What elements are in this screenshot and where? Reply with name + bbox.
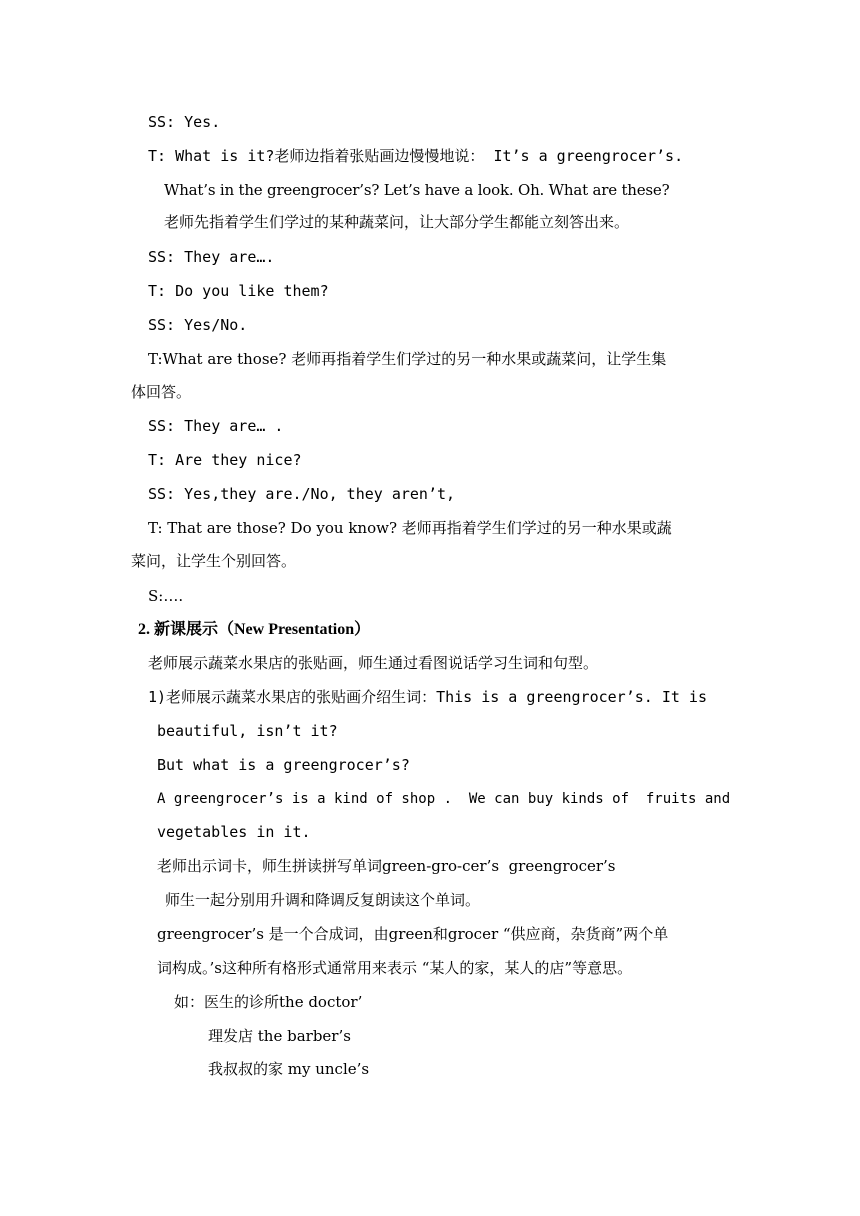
instruction-line: 老师先指着学生们学过的某种蔬菜问，让大部分学生都能立刻答出来。: [164, 213, 630, 231]
example-line: 我叔叔的家 my uncle’s: [208, 1060, 370, 1078]
paragraph-line: A greengrocer’s is a kind of shop . We can buy kinds of fruits and: [157, 791, 731, 807]
section-heading: 2. 新课展示（New Presentation）: [138, 621, 371, 638]
paragraph-line: vegetables in it.: [157, 823, 311, 841]
paragraph-line: 词构成。’s这种所有格形式通常用来表示 “某人的家，某人的店”等意思。: [157, 959, 633, 977]
instruction-line: 体回答。: [131, 383, 192, 401]
paragraph-line: 老师展示蔬菜水果店的张贴画，师生通过看图说话学习生词和句型。: [148, 654, 599, 672]
example-line: 理发店 the barber’s: [208, 1027, 351, 1045]
paragraph-line: 老师出示词卡，师生拼读拼写单词green-gro-cer’s greengrocer’s: [157, 857, 616, 875]
dialogue-line: S:….: [148, 587, 184, 605]
paragraph-line: beautiful, isn’t it?: [157, 722, 338, 740]
dialogue-line: SS: They are… .: [148, 417, 284, 435]
dialogue-line: T: Do you like them?: [148, 282, 329, 300]
instruction-line: 菜问，让学生个别回答。: [131, 552, 297, 570]
dialogue-line: T: That are those? Do you know? 老师再指着学生们学过的另一种水果或蔬: [148, 519, 672, 537]
paragraph-line: But what is a greengrocer’s?: [157, 756, 410, 774]
dialogue-line: T: What is it?老师边指着张贴画边慢慢地说： It’s a greengrocer’s.: [148, 147, 684, 165]
dialogue-line: T: Are they nice?: [148, 451, 302, 469]
dialogue-line: SS: They are….: [148, 248, 275, 266]
dialogue-line: SS: Yes,they are./No, they aren’t,: [148, 485, 456, 503]
dialogue-line: SS: Yes/No.: [148, 316, 248, 334]
example-line: 如：医生的诊所the doctor’: [174, 993, 363, 1011]
paragraph-line: 1)老师展示蔬菜水果店的张贴画介绍生词：This is a greengrocer’s. It is: [148, 688, 707, 706]
paragraph-line: greengrocer’s 是一个合成词，由green和grocer “供应商，杂货商”两个单: [157, 925, 669, 943]
dialogue-line: SS: Yes.: [148, 113, 221, 131]
dialogue-line: T:What are those? 老师再指着学生们学过的另一种水果或蔬菜问，让学生集: [148, 350, 667, 368]
dialogue-line: What’s in the greengrocer’s? Let’s have a look. Oh. What are these?: [164, 181, 670, 199]
paragraph-line: 师生一起分别用升调和降调反复朗读这个单词。: [165, 891, 481, 909]
